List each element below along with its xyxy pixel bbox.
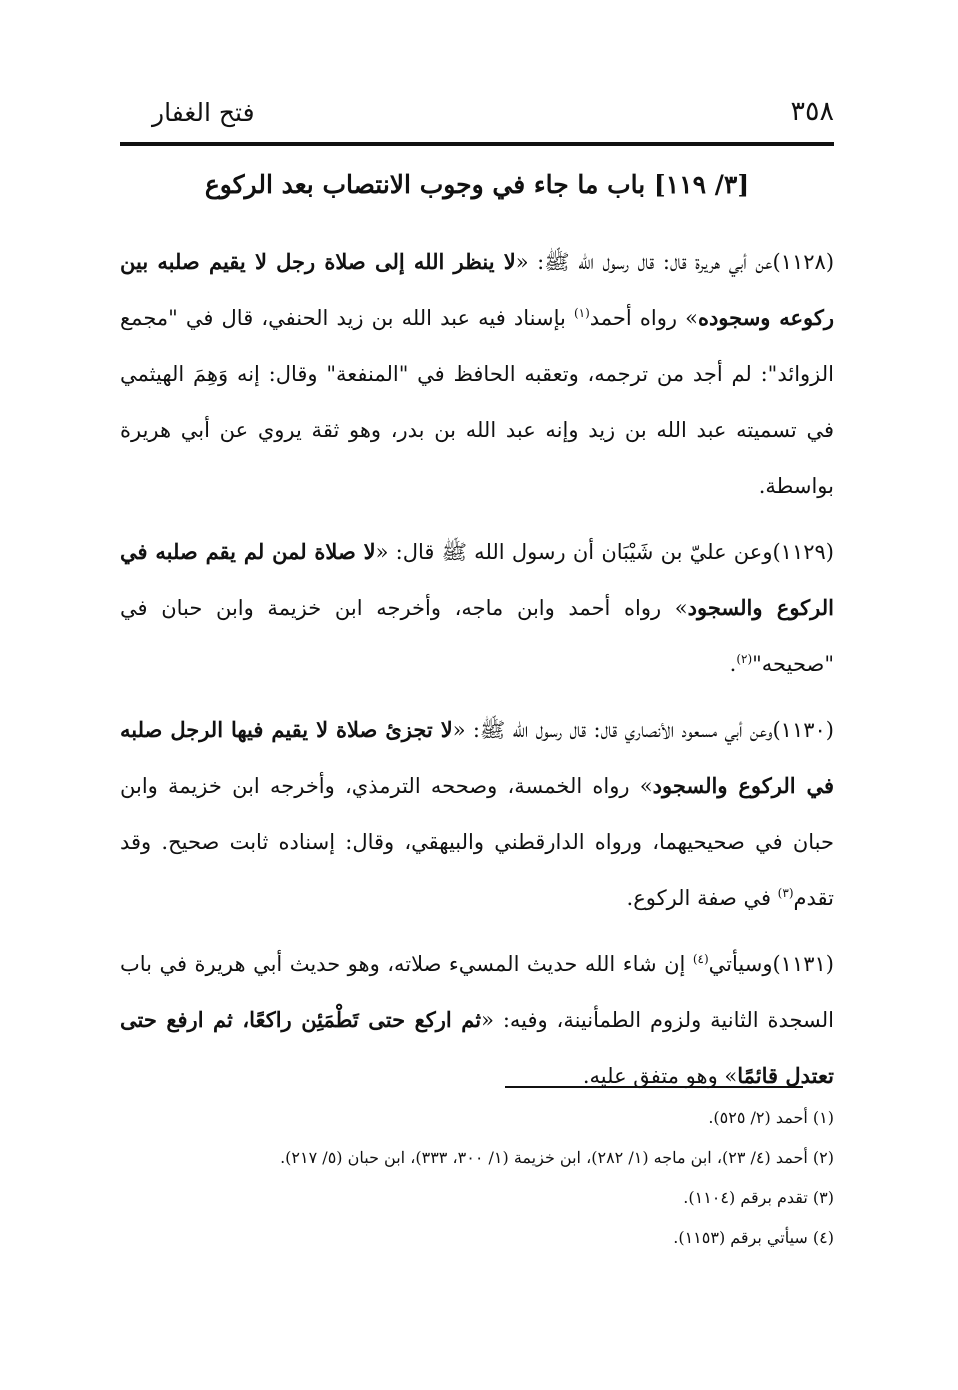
hadith-paragraph (120, 936, 834, 1104)
hadith-commentary: بإسناد فيه عبد الله بن زيد الحنفي، قال في "مجمع الزوائد": لم أجد من ترجمه، وتعقبه الحافظ في "المنفعة" وقال: إنه وَهِمَ الهيثمي في تسميته عبد الله بن زيد وإنه عبد الله بن بدر، وهو ثقة يروي عن أبي هريرة بواسطة. (120, 306, 834, 498)
footnote: (٢) أحمد (٤/ ٢٣)، ابن ماجه (١/ ٢٨٢)، ابن خزيمة (١/ ٣٠٠، ٣٣٣)، ابن حبان (٥/ ٢١٧). (280, 1148, 834, 1167)
footnote: (١) أحمد (٢/ ٥٢٥). (708, 1108, 834, 1127)
footnotes (120, 1098, 834, 1258)
page-number: ٣٥٨ (790, 96, 834, 127)
hadith-paragraph (120, 524, 834, 692)
hadith-attribution: » رواه أحمد وابن ماجه، وأخرجه ابن خزيمة وابن حبان في "صحيحه" (120, 596, 834, 676)
footnote-ref: (٣) (777, 886, 794, 900)
hadith-commentary: . (729, 652, 737, 676)
hadith-commentary: في صفة الركوع. (626, 886, 778, 910)
chapter-heading: [٣/ ١١٩] باب ما جاء في وجوب الانتصاب بعد الركوع (204, 170, 750, 199)
footnote: (٤) سيأتي برقم (١١٥٣). (673, 1228, 834, 1247)
page-body (120, 234, 834, 1114)
footnote-ref: (١) (573, 306, 590, 320)
hadith-intro: وعن أبي مسعود الأنصاري قال: قال رسول الله ﷺ: « (452, 718, 773, 742)
hadith-quote: لا ينظر الله إلى صلاة رجل لا يقيم صلبه بين ركوعه وسجوده (120, 249, 834, 330)
footnote-ref: (٤) (692, 952, 709, 966)
hadith-quote: ثم اركع حتى تَطْمَئِن راكعًا، ثم ارفع حتى تعتدل قائمًا (120, 1007, 834, 1088)
hadith-paragraph (120, 702, 834, 926)
footnote: (٣) تقدم برقم (١١٠٤). (683, 1188, 834, 1207)
hadith-commentary: » وهو متفق عليه. (582, 1064, 738, 1088)
hadith-quote: لا صلاة لمن لم يقم صلبه في الركوع والسجود (120, 539, 835, 620)
hadith-attribution: » رواه أحمد (589, 306, 698, 330)
running-title: فتح الغفار (152, 98, 255, 127)
hadith-intro: وعن عليّ بن شَيْبَان أن رسول الله ﷺ قال: « (375, 540, 773, 564)
hadith-quote: لا تجزئ صلاة لا يقيم فيها الرجل صلبه في الركوع والسجود (120, 717, 834, 798)
page-header (120, 92, 834, 146)
footnote-ref: (٢) (736, 652, 753, 666)
hadith-number: (١١٣١) (772, 952, 834, 976)
hadith-context: إن شاء الله حديث المسيء صلاته، وهو حديث أبي هريرة في باب السجدة الثانية ولزوم الطمأنينة، وفيه: « (120, 952, 834, 1032)
hadith-intro: عن أبي هريرة قال: قال رسول الله ﷺ: « (515, 250, 773, 274)
hadith-paragraph (120, 234, 834, 514)
footnote-separator (505, 1086, 803, 1088)
hadith-number: (١١٢٩) (772, 540, 834, 564)
hadith-intro: وسيأتي (708, 952, 773, 976)
hadith-attribution: » رواه الخمسة، وصححه الترمذي، وأخرجه ابن خزيمة وابن حبان في صحيحيهما، ورواه الدارقطني والبيهقي، وقال: إسناده ثابت صحيح. وقد تقدم (120, 774, 834, 910)
hadith-number: (١١٣٠) (772, 718, 834, 742)
hadith-number: (١١٢٨) (772, 250, 835, 274)
